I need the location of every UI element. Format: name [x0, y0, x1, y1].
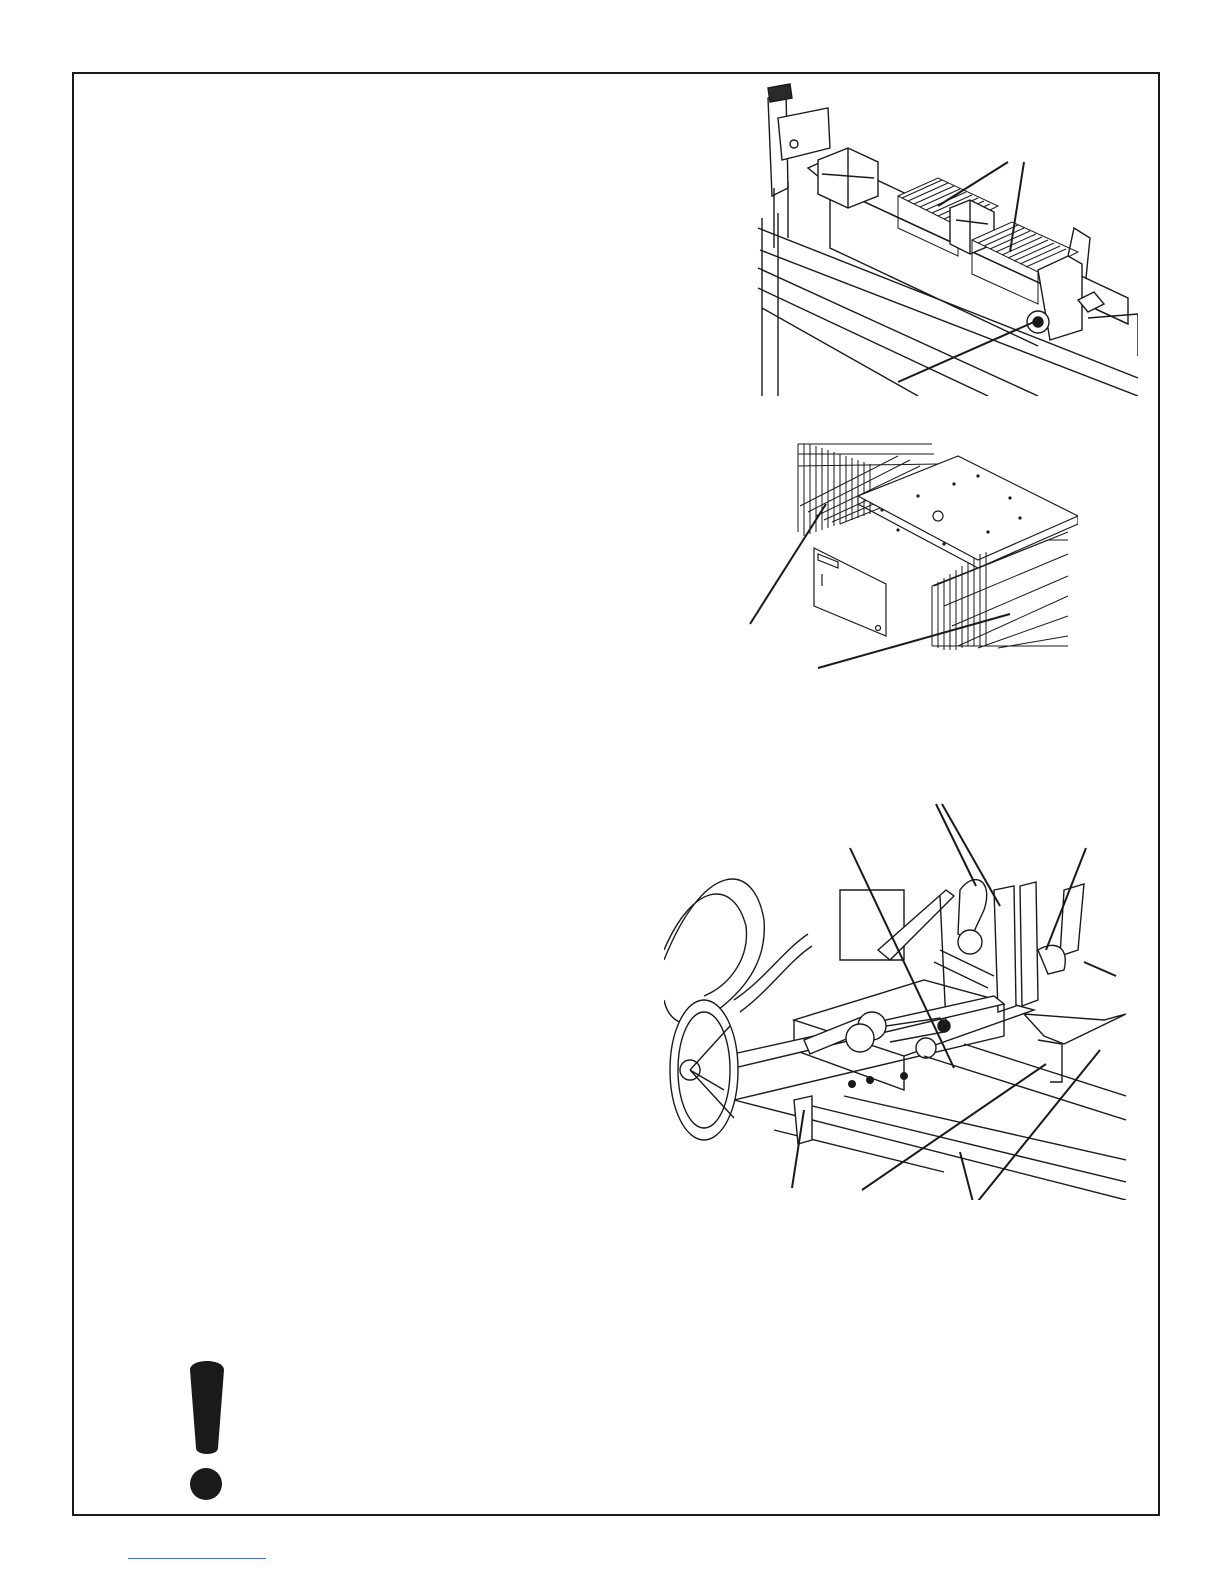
exclamation-icon: [184, 1356, 230, 1502]
figure-vise-assembly: [664, 800, 1126, 1200]
figure-bed-bellows: [738, 78, 1138, 396]
figure-bellows-detail: [748, 436, 1078, 672]
footer-link-underline: [128, 1558, 266, 1559]
